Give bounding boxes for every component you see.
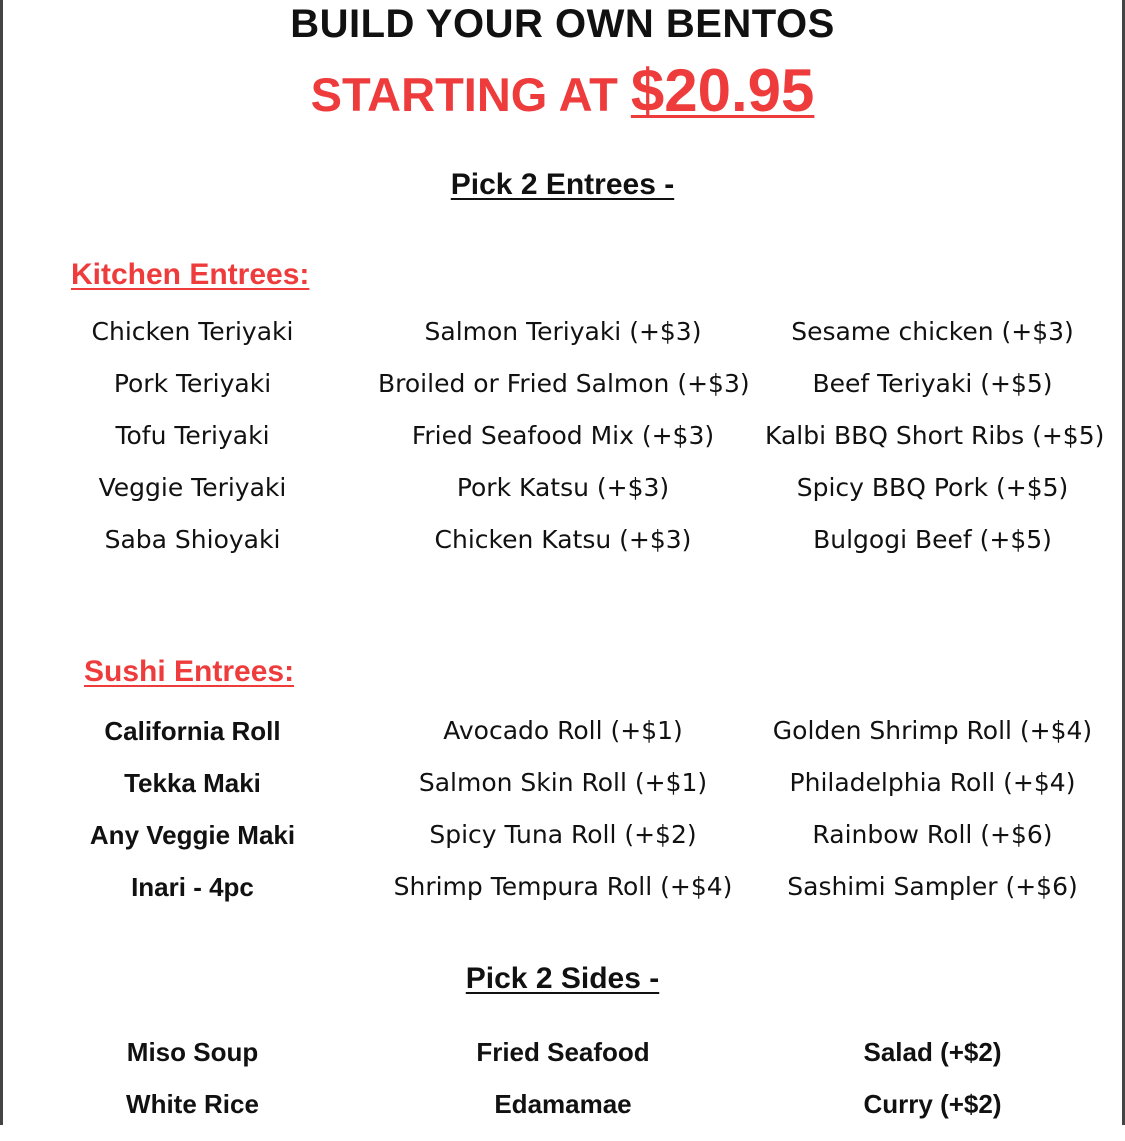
sides-grid [0,1037,1125,1141]
menu-item: Kalbi BBQ Short Ribs (+$5) [765,421,1105,450]
menu-item: White Rice [126,1089,259,1119]
menu-row [0,369,1125,421]
menu-item: Beef Teriyaki (+$5) [812,369,1053,398]
menu-item: Rainbow Roll (+$6) [812,820,1053,849]
menu-item: Chicken Teriyaki [91,317,294,346]
menu-item: Philadelphia Roll (+$4) [789,768,1076,797]
sides-heading-wrap [0,962,1125,996]
menu-row [0,716,1125,768]
menu-item: Any Veggie Maki [89,820,296,850]
menu-row [0,1037,1125,1089]
menu-title: BUILD YOUR OWN BENTOS [290,2,835,46]
menu-item: Spicy BBQ Pork (+$5) [796,473,1069,502]
menu-item: Saba Shioyaki [104,525,281,554]
menu-item: Veggie Teriyaki [98,473,287,502]
starting-price-line [0,56,1125,125]
menu-item: Sashimi Sampler (+$6) [787,872,1078,901]
kitchen-entrees-label: Kitchen Entrees: [71,258,310,291]
starting-at-label: STARTING AT [310,68,631,121]
menu-item: Avocado Roll (+$1) [443,716,683,745]
entrees-heading-wrap [0,168,1125,202]
menu-item: Edamamae [494,1089,632,1119]
starting-price: $20.95 [630,57,815,124]
menu-row [0,317,1125,369]
menu-item: Broiled or Fried Salmon (+$3) [378,369,750,398]
menu-row [0,1089,1125,1141]
menu-row [0,768,1125,820]
menu-item: Curry (+$2) [863,1089,1002,1119]
menu-row [0,421,1125,473]
menu-item: Shrimp Tempura Roll (+$4) [393,872,733,901]
menu-item: Pork Teriyaki [113,369,272,398]
menu-item: Bulgogi Beef (+$5) [813,525,1052,554]
menu-item: Fried Seafood [476,1037,650,1067]
menu-item: Salmon Skin Roll (+$1) [418,768,708,797]
menu-item: Tekka Maki [124,768,261,798]
sushi-entrees-label: Sushi Entrees: [84,655,295,688]
menu-item: Pork Katsu (+$3) [456,473,670,502]
sides-heading: Pick 2 Sides - [465,962,660,995]
menu-row [0,525,1125,577]
menu-item: Salmon Teriyaki (+$3) [424,317,702,346]
menu-row [0,872,1125,924]
menu-row [0,473,1125,525]
menu-item: Fried Seafood Mix (+$3) [411,421,715,450]
menu-item: Golden Shrimp Roll (+$4) [772,716,1093,745]
sushi-entrees-grid [0,716,1125,924]
menu-item: California Roll [104,716,281,746]
menu-item: Chicken Katsu (+$3) [434,525,692,554]
menu-item: Tofu Teriyaki [115,421,270,450]
menu-item: Spicy Tuna Roll (+$2) [429,820,697,849]
menu-row [0,820,1125,872]
menu-item: Miso Soup [126,1037,259,1067]
kitchen-entrees-grid [0,317,1125,577]
entrees-heading: Pick 2 Entrees - [450,168,675,201]
menu-item: Inari - 4pc [131,872,254,902]
menu-item: Sesame chicken (+$3) [791,317,1074,346]
menu-item: Salad (+$2) [863,1037,1002,1067]
